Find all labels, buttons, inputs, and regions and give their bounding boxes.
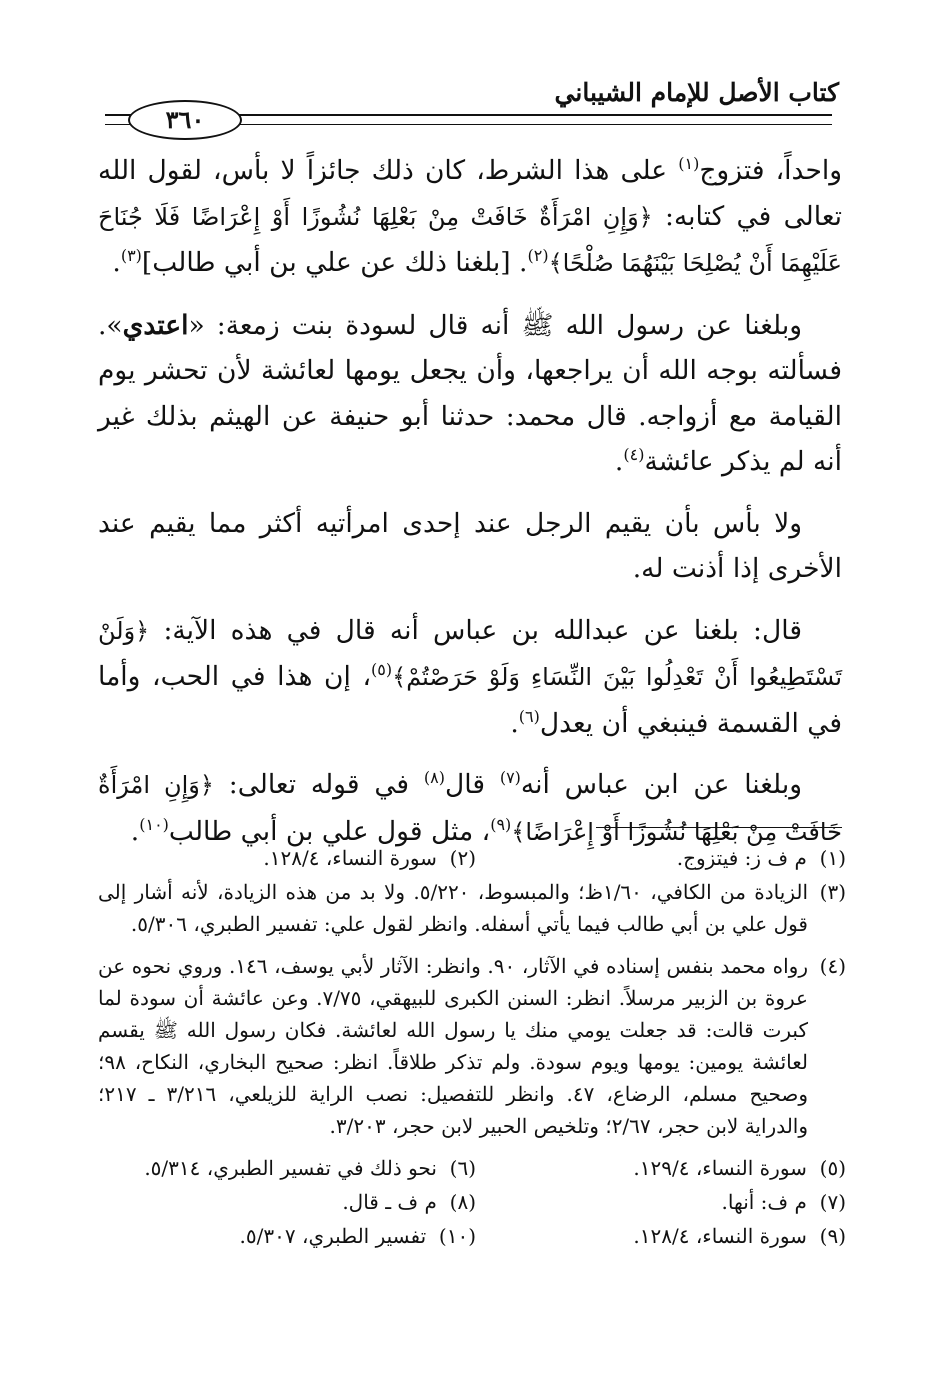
page-number: ٣٦٠: [128, 100, 242, 140]
footnote-separator: [596, 827, 842, 828]
footnote-8: [106, 1186, 476, 1220]
footnote-row: [98, 1152, 846, 1186]
footnote-3: [98, 876, 846, 940]
footnote-ref-4: (٤): [623, 445, 645, 465]
footnote-5: [476, 1152, 846, 1186]
footnote-number: (٥): [819, 1156, 846, 1180]
footnote-text: م ف ز: فيتزوج.: [676, 846, 807, 870]
footnote-7: [476, 1186, 846, 1220]
footnote-1: [476, 842, 846, 874]
text-span: قال: بلغنا عن عبدالله بن عباس أنه قال في هذه الآية:: [149, 614, 802, 646]
footnote-number: (١): [819, 846, 846, 870]
footnote-number: (٤): [819, 954, 846, 978]
footnote-text: نحو ذلك في تفسير الطبري، ٥/٣١٤.: [144, 1156, 437, 1180]
footnote-ref-9: (٩): [490, 814, 512, 834]
footnote-text: سورة النساء، ١٢٨/٤.: [633, 1224, 807, 1248]
footnote-ref-3: (٣): [120, 246, 142, 266]
footnote-text: م ف: أنها.: [721, 1190, 807, 1214]
footnote-text: سورة النساء، ١٢٨/٤.: [263, 846, 437, 870]
footnote-4: [98, 950, 846, 1142]
text-span: ». فسألته بوجه الله أن يراجعها، وأن يجعل يومها لعائشة لأن تحشر يوم القيامة مع أزواجه. قال محمد: حدثنا أبو حنيفة عن الهيثم بذلك غير أنه لم يذكر عائشة: [98, 309, 842, 477]
text-span: .: [510, 707, 519, 739]
quran-verse: ﴿وَإِنِ امْرَأَةٌ خَافَتْ مِنْ بَعْلِهَا نُشُوزًا أَوْ إِعْرَاضًا فَلَا جُنَاحَ عَلَيْهِمَا أَنْ يُصْلِحَا بَيْنَهُمَا صُلْحًا﴾: [98, 202, 842, 277]
paragraph-3: ولا بأس بأن يقيم الرجل عند إحدى امرأتيه أكثر مما يقيم عند الأخرى إذا أذنت له.: [98, 507, 842, 584]
text-span: واحداً، فتزوج: [699, 155, 842, 186]
footnote-number: (٩): [819, 1224, 846, 1248]
text-span: في قوله تعالى:: [213, 769, 424, 800]
footnote-6: [106, 1152, 476, 1186]
paragraph-4: [98, 608, 842, 747]
footnote-ref-2: (٢): [527, 246, 549, 266]
footnote-text: تفسير الطبري، ٥/٣٠٧.: [239, 1224, 427, 1248]
footnote-ref-7: (٧): [499, 768, 521, 788]
text-span: ، إن هذا في الحب، وأما في القسمة فينبغي أن يعدل: [98, 661, 842, 739]
footnote-ref-5: (٥): [371, 660, 393, 680]
bold-word: اعتدي: [122, 309, 189, 341]
footnote-text: الزيادة من الكافي، ١/٦٠ظ؛ والمبسوط، ٥/٢٢٠. ولا بد من هذه الزيادة، لأنه أشار إلى قول علي بن أبي طالب فيما يأتي أسفله. وانظر لقول علي: تفسير الطبري، ٥/٣٠٦.: [98, 880, 808, 936]
running-title: كتاب الأصل للإمام الشيباني: [554, 78, 839, 107]
text-span: .: [614, 446, 624, 477]
text-span: قال: [445, 769, 500, 800]
quran-verse: ﴿وَإِنِ امْرَأَةٌ خَافَتْ مِنْ بَعْلِهَا نُشُوزًا أَوْ إِعْرَاضًا﴾: [98, 771, 842, 846]
footnote-text: سورة النساء، ١٢٩/٤.: [633, 1156, 807, 1180]
footnote-10: [106, 1220, 476, 1254]
text-span: .: [112, 247, 121, 278]
text-span: وبلغنا عن ابن عباس أنه: [520, 769, 802, 800]
text-span: وبلغنا عن رسول الله ﷺ أنه قال لسودة بنت زمعة: «: [188, 309, 802, 341]
main-text: [98, 148, 842, 871]
footnote-number: (٨): [449, 1190, 476, 1214]
footnote-ref-8: (٨): [423, 768, 445, 788]
footnote-number: (٣): [819, 880, 846, 904]
text-span: .: [130, 815, 140, 847]
footnote-text: م ف ـ قال.: [342, 1190, 437, 1214]
paragraph-1: [98, 148, 842, 287]
footnote-2: [106, 842, 476, 874]
footnote-number: (٦): [449, 1156, 476, 1180]
paragraph-2: [98, 303, 842, 485]
footnote-ref-6: (٦): [518, 706, 540, 726]
footnote-text: رواه محمد بنفس إسناده في الآثار، ٩٠. وانظر: الآثار لأبي يوسف، ١٤٦. وروي نحوه عن عروة بن الزبير مرسلاً. انظر: السنن الكبرى للبيهقي، ٧/٧٥. وعن عائشة أن سودة لما كبرت قالت: قد جعلت يومي منك يا رسول الله لعائشة. فكان رسول الله ﷺ يقسم لعائشة يومين: يومها ويوم سودة. ولم تذكر طلاقاً. انظر: صحيح البخاري، النكاح، ٩٨؛ وصحيح مسلم، الرضاع، ٤٧. وانظر للتفصيل: نصب الراية للزيلعي، ٣/٢١٦ ـ ٢١٧؛ والدراية لابن حجر، ٢/٦٧؛ وتلخيص الحبير لابن حجر، ٣/٢٠٣.: [98, 954, 808, 1138]
footnote-grid: [98, 1152, 846, 1254]
footnote-ref-1: (١): [678, 154, 700, 174]
text-span: . [بلغنا ذلك عن علي بن أبي طالب]: [141, 247, 528, 278]
footnote-number: (٧): [819, 1190, 846, 1214]
text-span: ، مثل قول علي بن أبي طالب: [168, 815, 491, 847]
footnote-row: [98, 1220, 846, 1254]
footnotes: [98, 842, 846, 1254]
footnote-row: [98, 1186, 846, 1220]
footnote-ref-10: (١٠): [139, 814, 169, 834]
footnote-9: [476, 1220, 846, 1254]
quran-verse: ﴿وَلَنْ تَسْتَطِيعُوا أَنْ تَعْدِلُوا بَيْنَ النِّسَاءِ وَلَوْ حَرَصْتُمْ﴾: [98, 616, 842, 691]
footnote-row: [98, 842, 846, 874]
footnote-number: (٢): [449, 846, 476, 870]
text-span: على هذا الشرط، كان ذلك جائزاً لا بأس، لقول الله تعالى في كتابه:: [98, 155, 842, 232]
footnote-number: (١٠): [438, 1224, 476, 1248]
